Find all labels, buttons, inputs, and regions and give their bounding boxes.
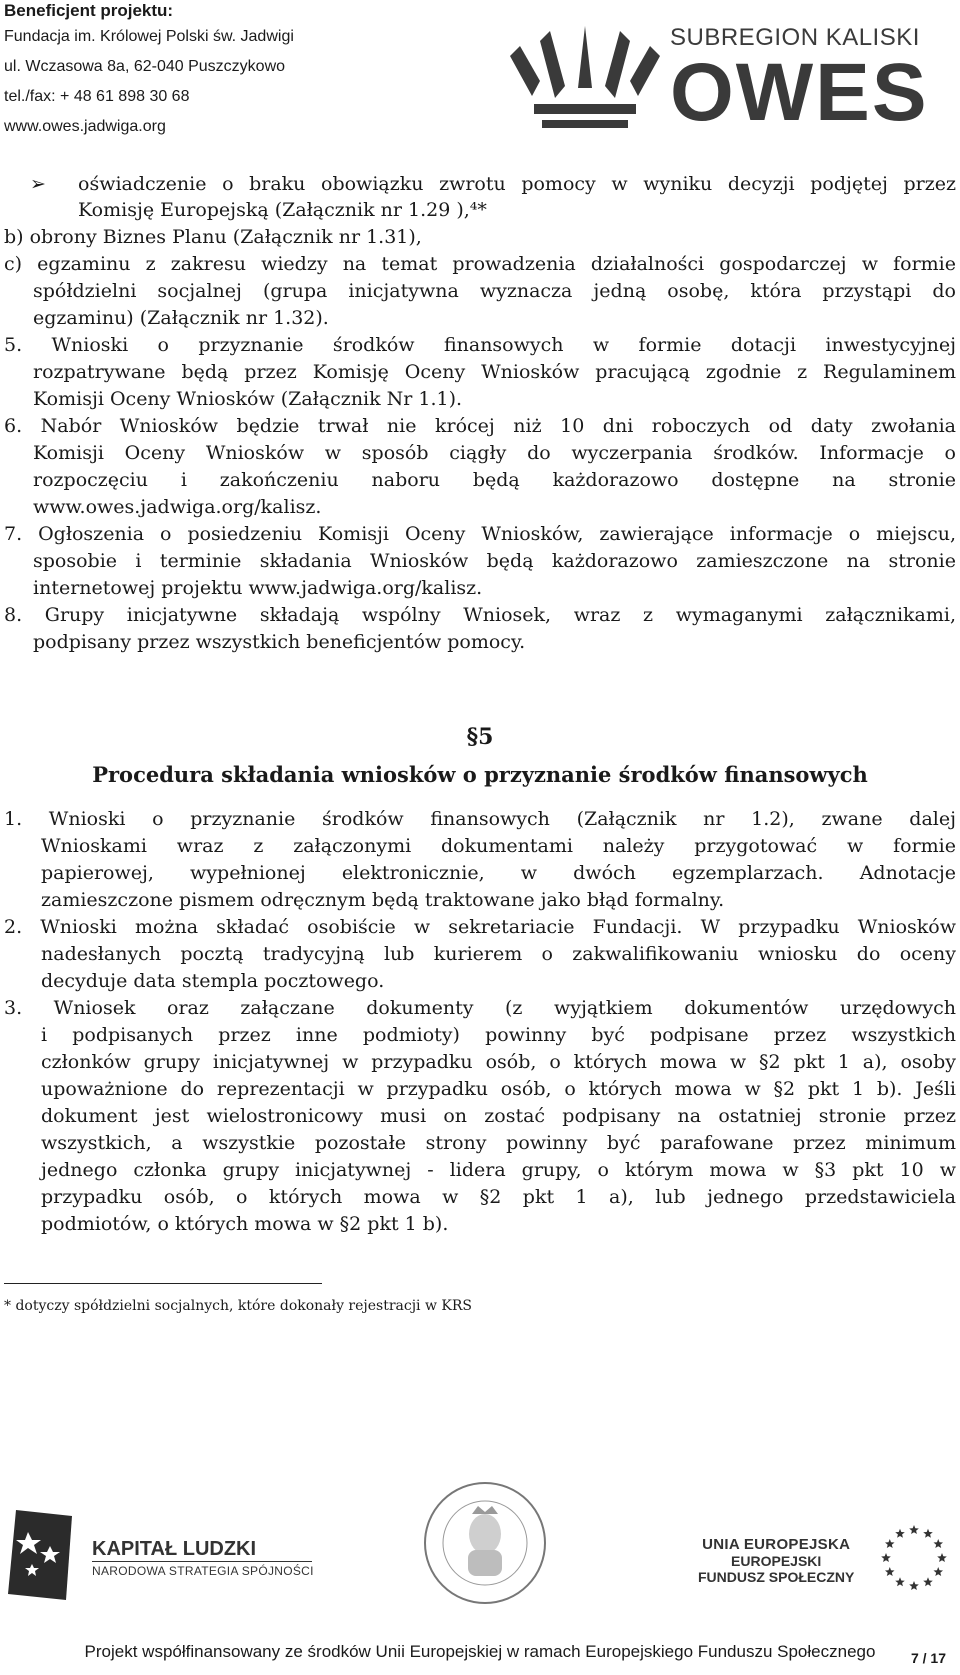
body-line: 8. Grupy inicjatywne składają wspólny Wniosek, wraz z wymaganymi załącznikami,: [4, 604, 956, 626]
eu-star: [923, 1577, 933, 1586]
owes-logo: [510, 18, 950, 136]
eu-star: [934, 1539, 944, 1548]
section-line: Wnioskami wraz z załączonymi dokumentami należy przygotować w formie: [41, 835, 956, 857]
body-line: Komisji Oceny Wniosków (Załącznik Nr 1.1).: [33, 388, 463, 410]
eu-star: [881, 1553, 891, 1562]
section-line: zamieszczone pismem odręcznym będą traktowane jako błąd formalny.: [41, 889, 725, 911]
eu-stars-icon: [874, 1518, 954, 1598]
section-line: 1. Wnioski o przyznanie środków finansowych (Załącznik nr 1.2), zwane dalej: [4, 808, 956, 830]
eu-star: [909, 1581, 919, 1590]
beneficiary-header: [4, 0, 434, 142]
body-line: b) obrony Biznes Planu (Załącznik nr 1.31),: [4, 226, 422, 248]
eu-title: UNIA EUROPEJSKA: [702, 1536, 851, 1553]
section-line: wszystkich, a wszystkie pozostałe strony powinny być parafowane przez minimum: [41, 1132, 956, 1154]
section-line: 2. Wnioski można składać osobiście w sekretariacie Fundacji. W przypadku Wniosków: [4, 916, 956, 938]
foundation-seal-icon: [420, 1478, 550, 1608]
beneficiary-line: ul. Wczasowa 8a, 62-040 Puszczykowo: [4, 58, 286, 75]
beneficiary-line: www.owes.jadwiga.org: [4, 118, 166, 135]
beneficiary-title: Beneficjent projektu:: [4, 1, 174, 20]
body-line: Komisję Europejską (Załącznik nr 1.29 ),⁴*: [78, 199, 487, 221]
body-line: 7. Ogłoszenia o posiedzeniu Komisji Oceny Wniosków, zawierające informacje o miejscu,: [4, 523, 956, 545]
section-line: decyduje data stempla pocztowego.: [41, 970, 385, 992]
eu-subtitle-2: FUNDUSZ SPOŁECZNY: [698, 1569, 855, 1585]
section-line: upoważnione do reprezentacji w przypadku osób, o których mowa w §2 pkt 1 b). Jeśli: [41, 1078, 956, 1100]
kl-title: KAPITAŁ LUDZKI: [92, 1538, 257, 1560]
eu-star: [937, 1553, 947, 1562]
body-line: 5. Wnioski o przyznanie środków finansowych w formie dotacji inwestycyjnej: [4, 334, 956, 356]
section-heading: Procedura składania wniosków o przyznanie środków finansowych: [92, 762, 868, 787]
eu-star: [923, 1529, 933, 1538]
arrow-bullet-icon: ➢: [30, 173, 46, 195]
section-line: nadesłanych pocztą tradycyjną lub kurierem o zakwalifikowaniu wniosku do oceny: [41, 943, 956, 965]
kl-divider: [92, 1561, 312, 1562]
body-line: c) egzaminu z zakresu wiedzy na temat prowadzenia działalności gospodarczej w formie: [4, 253, 956, 275]
body-line: spółdzielni socjalnej (grupa inicjatywna wyznacza jedną osobę, która przystąpi do: [33, 280, 956, 302]
eu-star: [895, 1529, 905, 1538]
eu-subtitle-1: EUROPEJSKI: [731, 1553, 822, 1569]
eu-star: [885, 1567, 895, 1576]
crown-icon: [510, 26, 660, 136]
eu-star: [895, 1577, 905, 1586]
section-line: i podpisanych przez inne podmioty) powinny być podpisane przez wszystkich: [41, 1024, 956, 1046]
body-line: Komisji Oceny Wniosków w sposób ciągły do wyczerpania środków. Informacje o: [33, 442, 956, 464]
footnote: * dotyczy spółdzielni socjalnych, które dokonały rejestracji w KRS: [4, 1298, 473, 1314]
eu-label: [698, 1536, 854, 1585]
section-number: §5: [466, 724, 494, 750]
eu-star: [909, 1525, 919, 1534]
body-line: podpisany przez wszystkich beneficjentów pomocy.: [33, 631, 526, 653]
page-number: 7 / 17: [910, 1650, 946, 1666]
body-line: egzaminu) (Załącznik nr 1.32).: [33, 307, 329, 329]
body-line: sposobie i terminie składania Wniosków będą każdorazowo zamieszczone na stronie: [33, 550, 956, 572]
section-line: 3. Wniosek oraz załączane dokumenty (z wyjątkiem dokumentów urzędowych: [4, 997, 956, 1019]
cofinancing-note: Projekt współfinansowany ze środków Unii Europejskiej w ramach Europejskiego Funduszu Społecznego: [84, 1642, 876, 1661]
section-line: jednego członka grupy inicjatywnej - lidera grupy, o którym mowa w §3 pkt 10 w: [41, 1159, 956, 1181]
body-line: rozpatrywane będą przez Komisję Oceny Wniosków pracującą zgodnie z Regulaminem: [33, 361, 956, 383]
kapital-ludzki-icon: [8, 1510, 80, 1600]
section-line: dokument jest wielostronicowy musi on zostać podpisany na ostatniej stronie przez: [41, 1105, 956, 1127]
logo-title: OWES: [670, 47, 929, 138]
body-line: internetowej projektu www.jadwiga.org/kalisz.: [33, 577, 483, 599]
section-line: podmiotów, o których mowa w §2 pkt 1 b).: [41, 1213, 449, 1235]
kl-subtitle: NARODOWA STRATEGIA SPÓJNOŚCI: [92, 1564, 314, 1578]
section-line: przypadku osób, o których mowa w §2 pkt 1 a), lub jednego przedstawiciela: [41, 1186, 956, 1208]
section-line: członków grupy inicjatywnej w przypadku osób, o których mowa w §2 pkt 1 a), osoby: [41, 1051, 956, 1073]
section-line: papierowej, wypełnionej elektronicznie, w dwóch egzemplarzach. Adnotacje: [41, 862, 956, 884]
body-line: 6. Nabór Wniosków będzie trwał nie krócej niż 10 dni roboczych od daty zwołania: [4, 415, 956, 437]
body-line: www.owes.jadwiga.org/kalisz.: [33, 496, 322, 518]
eu-star: [934, 1567, 944, 1576]
body-line: rozpoczęciu i zakończeniu naboru będą każdorazowo dostępne na stronie: [33, 469, 956, 491]
beneficiary-line: tel./fax: + 48 61 898 30 68: [4, 88, 190, 105]
logo-subtitle: SUBREGION KALISKI: [670, 24, 920, 51]
beneficiary-line: Fundacja im. Królowej Polski św. Jadwigi: [4, 28, 294, 45]
body-line: oświadczenie o braku obowiązku zwrotu pomocy w wyniku decyzji podjętej przez: [78, 173, 956, 195]
eu-star: [885, 1539, 895, 1548]
footnote-separator: [4, 1283, 322, 1284]
kapital-ludzki-logo: [8, 1510, 328, 1600]
